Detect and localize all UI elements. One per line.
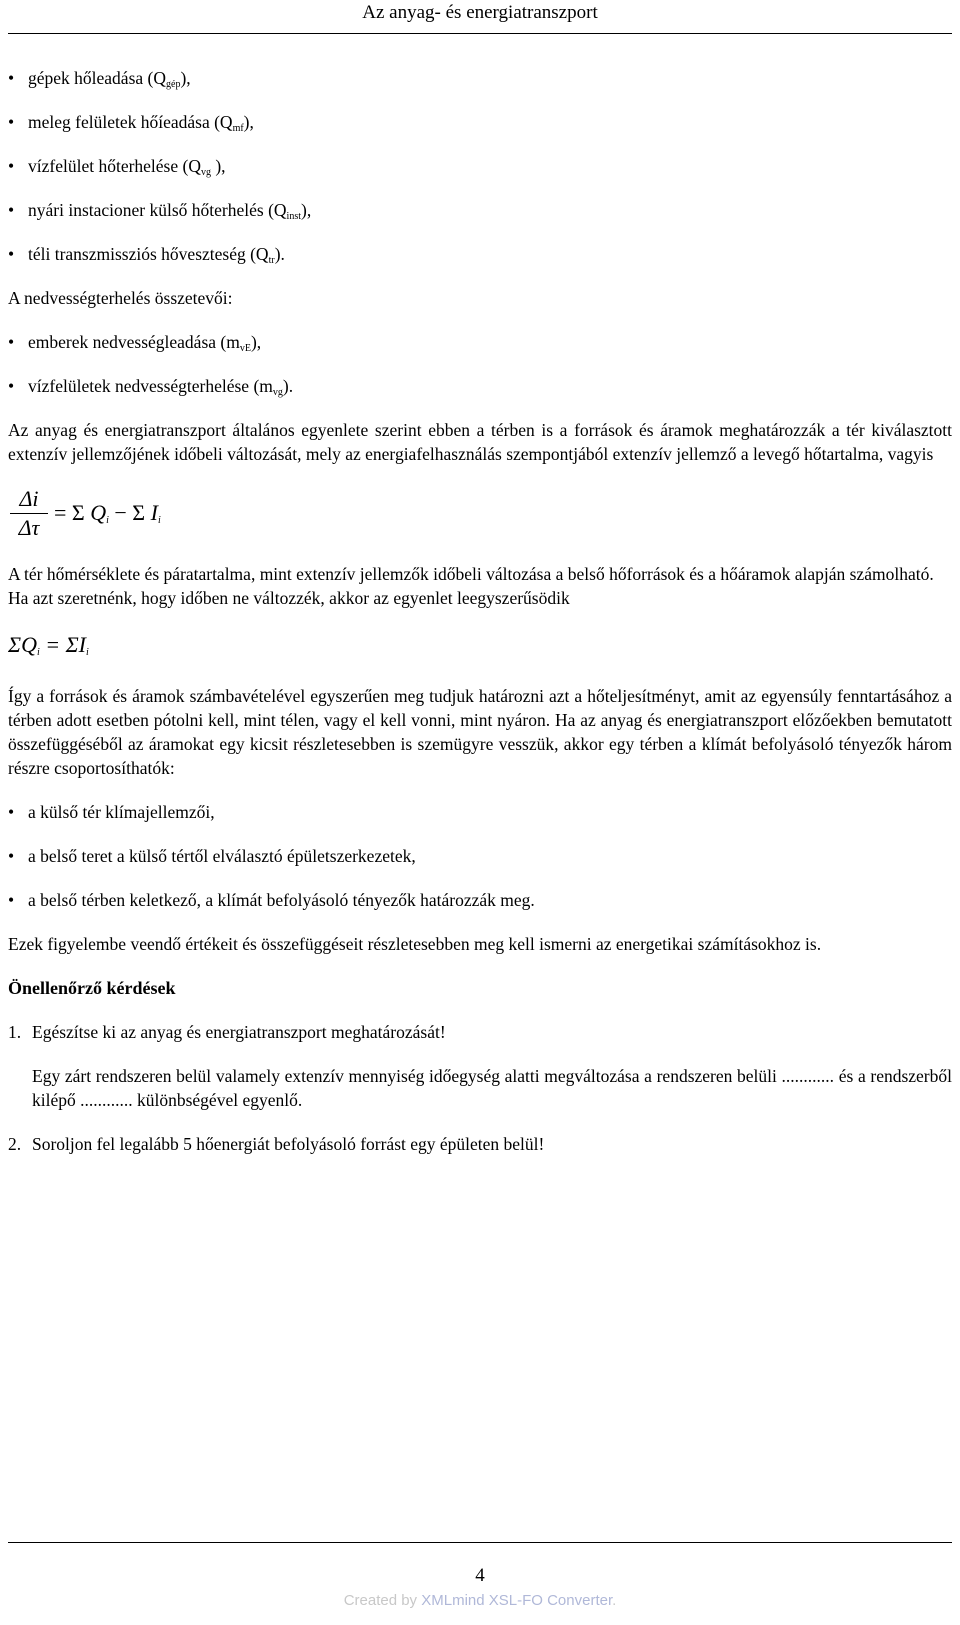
list-item <box>8 800 952 824</box>
bullet-icon: • <box>8 112 15 132</box>
bullet-icon: • <box>8 376 15 396</box>
question-2 <box>8 1132 952 1156</box>
subscript: vg <box>272 387 283 398</box>
list-item-text: vízfelületek nedvességterhelése (m <box>28 376 273 396</box>
bullet-icon: • <box>8 68 15 88</box>
equation-balance <box>8 486 952 546</box>
subscript: tr <box>268 255 275 266</box>
fraction-numerator: Δi <box>19 486 39 511</box>
bullet-icon: • <box>8 332 15 352</box>
list-item-tail: ). <box>282 376 294 396</box>
paragraph-heat-balance: Így a források és áramok számbavételével egyszerűen meg tudjuk határozni azt a hőteljesítményt, amit az egyensúly fenntartásához a térben adott esetben pótolni kell, mint télen, vagy el kell vonni, mint nyáron. Ha az anyag és energiatranszport előzőekben bemutatott összefüggéséből az áramokat egy kicsit részletesebben is szemügyre vesszük, akkor egy térben a klímát befolyásoló tényezők három részre csoportosíthatók: <box>8 686 952 778</box>
list-item-text: téli transzmissziós hőveszteség (Q <box>28 244 269 264</box>
subscript: gép <box>166 79 181 90</box>
list-item-text: a belső térben keletkező, a klímát befolyásoló tényezők határozzák meg. <box>28 890 535 910</box>
heat-load-list <box>8 66 952 266</box>
bullet-icon: • <box>8 846 15 866</box>
subscript: vg <box>200 167 211 178</box>
list-item-tail: ), <box>301 200 312 220</box>
question-number: 1. <box>8 1022 22 1042</box>
equation-fraction <box>10 486 48 541</box>
equation-right-side: = Σ $Q_i - \Sigma$ $I_i$ <box>54 500 161 526</box>
converter-credit: Created by XMLmind XSL-FO Converter. <box>343 1592 617 1609</box>
bullet-icon: • <box>8 890 15 910</box>
list-item-tail: ), <box>210 156 226 176</box>
moisture-heading: A nedvességterhelés összetevői: <box>8 288 233 308</box>
list-item-text: vízfelület hőterhelése (Q <box>28 156 201 176</box>
paragraph-simplification: A tér hőmérséklete és páratartalma, mint extenzív jellemzők időbeli változása a belső hőforrások és a hőáramok alapján számolható. Ha azt szeretnénk, hogy időben ne változzék, akkor az egyenlet leegyszerűsödik <box>8 564 934 608</box>
bullet-icon: • <box>8 244 15 264</box>
list-item-tail: ), <box>243 112 254 132</box>
question-text: Soroljon fel legalább 5 hőenergiát befolyásoló forrást egy épületen belül! <box>32 1134 545 1154</box>
subscript: mf <box>232 123 244 134</box>
page-content <box>8 66 952 1176</box>
bullet-icon: • <box>8 802 15 822</box>
question-1 <box>8 1020 952 1044</box>
running-header <box>0 0 960 34</box>
subscript: inst <box>286 211 301 222</box>
list-item-text: nyári instacioner külső hőterhelés (Q <box>28 200 287 220</box>
subscript: vE <box>239 343 251 354</box>
equation-simplified: $\Sigma Q_i = \Sigma I_i$ <box>8 632 89 658</box>
list-item-text: emberek nedvességleadása (m <box>28 332 240 352</box>
list-item <box>8 888 952 912</box>
list-item-text: a belső teret a külső tértől elválasztó épületszerkezetek, <box>28 846 416 866</box>
list-item-text: gépek hőleadása (Q <box>28 68 166 88</box>
moisture-load-list <box>8 330 952 398</box>
climate-factor-list <box>8 800 952 912</box>
list-item <box>8 198 952 222</box>
converter-link[interactable]: XMLmind XSL-FO Converter <box>421 1592 613 1609</box>
list-item <box>8 330 952 354</box>
header-divider <box>8 33 952 34</box>
self-check-heading: Önellenőrző kérdések <box>8 978 176 998</box>
paragraph-transport-equation: Az anyag és energiatranszport általános egyenlete szerint ebben a térben is a források és áramok meghatározzák a tér kiválasztott extenzív jellemzőjének időbeli változását, mely az energiafelhasználás szempontjából extenzív jellemző a levegő hőtartalma, vagyis <box>8 420 952 464</box>
list-item <box>8 844 952 868</box>
list-item <box>8 374 952 398</box>
bullet-icon: • <box>8 200 15 220</box>
list-item <box>8 242 952 266</box>
fraction-denominator: Δτ <box>18 515 40 540</box>
list-item-text: meleg felületek hőíeadása (Q <box>28 112 233 132</box>
question-1-fill-in-text: Egy zárt rendszeren belül valamely extenzív mennyiség időegység alatti megváltozása a rendszeren belüli ............ és a rendszerből kilépő ............ különbségével egyenlő. <box>32 1066 952 1110</box>
list-item-tail: ), <box>180 68 191 88</box>
page-number: 4 <box>475 1565 485 1586</box>
list-item-text: a külső tér klímajellemzői, <box>28 802 215 822</box>
list-item-tail: ), <box>250 332 262 352</box>
paragraph-energy-calculation: Ezek figyelembe veendő értékeit és összefüggéseit részletesebben meg kell ismerni az energetikai számításokhoz is. <box>8 934 822 954</box>
header-title: Az anyag- és energiatranszport <box>362 2 598 23</box>
list-item <box>8 110 952 134</box>
list-item <box>8 66 952 90</box>
fraction-bar <box>10 513 48 514</box>
question-number: 2. <box>8 1134 22 1154</box>
footer-divider <box>8 1542 952 1543</box>
list-item <box>8 154 952 178</box>
question-text: Egészítse ki az anyag és energiatranszport meghatározását! <box>32 1022 446 1042</box>
bullet-icon: • <box>8 156 15 176</box>
list-item-tail: ). <box>274 244 285 264</box>
